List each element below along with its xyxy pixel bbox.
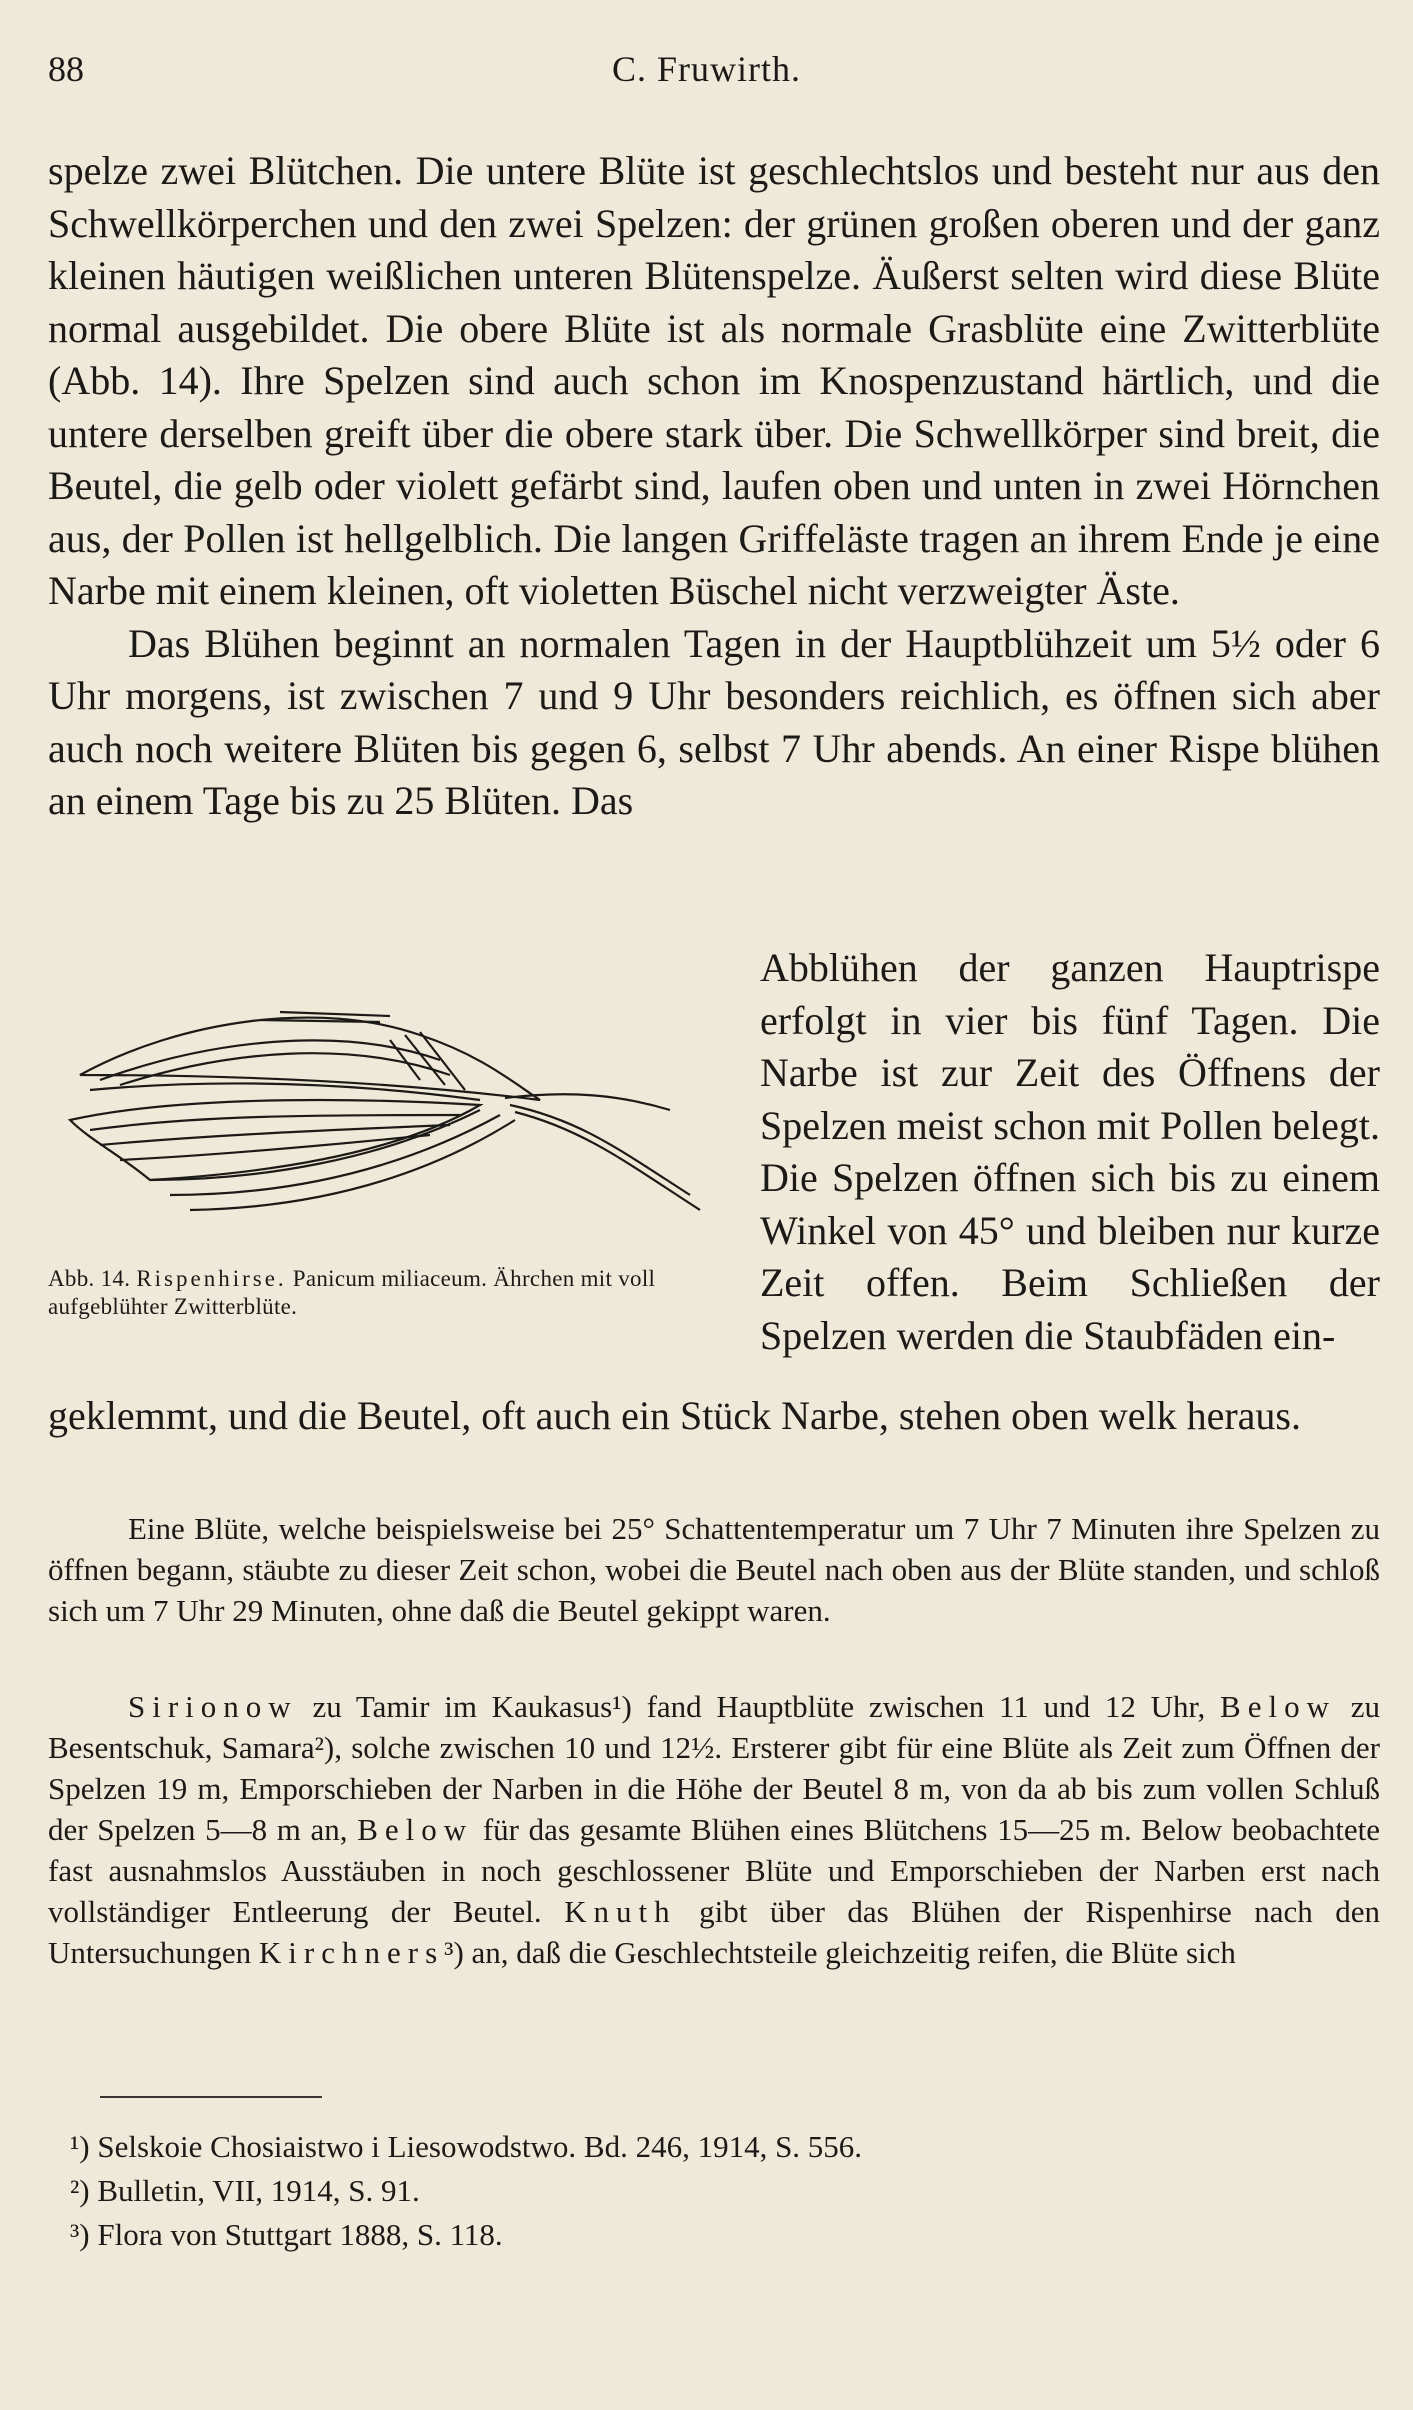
small-text-c: für das gesamte Blühen eines Blütchens 15—25 m. Below beobachtete fast ausnahmslos Ausstäuben in noch geschlossener Blüte und Emporschieben der Narben erst nach vollständiger Entleerung der Beutel.: [48, 1812, 1381, 1929]
footnote-2: ²) Bulletin, VII, 1914, S. 91.: [70, 2173, 420, 2208]
caption-text: Panicum miliaceum. Ährchen mit voll aufgeblühter Zwitterblüte.: [48, 1266, 656, 1319]
caption-label: Abb. 14.: [48, 1266, 131, 1291]
body-text-side: [760, 942, 1380, 1362]
author-below-2: Below: [357, 1812, 474, 1847]
body-text-top: [48, 145, 1380, 828]
small-text-2: [48, 1686, 1380, 1973]
small-text-a: zu Tamir im Kaukasus¹) fand Hauptblüte zwischen 11 und 12 Uhr,: [312, 1689, 1206, 1724]
paragraph-2: Das Blühen beginnt an normalen Tagen in der Hauptblühzeit um 5½ oder 6 Uhr morgens, ist zwischen 7 und 9 Uhr besonders reichlich, es öffnen sich aber auch noch weitere Blüten bis gegen 6, selbst 7 Uhr abends. An einer Rispe blühen an einem Tage bis zu 25 Blüten. Das: [48, 620, 1380, 823]
paragraph-1: spelze zwei Blütchen. Die untere Blüte ist geschlechtslos und besteht nur aus den Schwellkörperchen und den zwei Spelzen: der grünen großen oberen und der ganz kleinen häutigen weißlichen unteren Blütenspelze. Äußerst selten wird diese Blüte normal ausgebildet. Die obere Blüte ist als normale Grasblüte eine Zwitterblüte (Abb. 14). Ihre Spelzen sind auch schon im Knospenzustand härtlich, und die untere derselben greift über die obere stark über. Die Schwellkörper sind breit, die Beutel, die gelb oder violett gefärbt sind, laufen oben und unten in zwei Hörnchen aus, der Pollen ist hellgelblich. Die langen Griffeläste tragen an ihrem Ende je eine Narbe mit einem kleinen, oft violetten Büschel nicht verzweigter Äste.: [48, 148, 1380, 613]
small-paragraph-1: Eine Blüte, welche beispielsweise bei 25° Schattentemperatur um 7 Uhr 7 Minuten ihre Spelzen zu öffnen begann, stäubte zu dieser Zeit schon, wobei die Beutel nach oben aus der Blüte standen, und schloß sich um 7 Uhr 29 Minuten, ohne daß die Beutel gekippt waren.: [48, 1511, 1380, 1628]
small-text-e: ³) an, daß die Geschlechtsteile gleichzeitig reifen, die Blüte sich: [444, 1935, 1236, 1970]
page-header: [48, 48, 1365, 98]
paragraph-2-end: geklemmt, und die Beutel, oft auch ein Stück Narbe, stehen oben welk heraus.: [48, 1393, 1301, 1438]
body-text-continued: [48, 1390, 1380, 1443]
author-below: Below: [1220, 1689, 1336, 1724]
footnote-1: ¹) Selskoie Chosiaistwo i Liesowodstwo. Bd. 246, 1914, S. 556.: [70, 2129, 863, 2164]
footnote-3: ³) Flora von Stuttgart 1888, S. 118.: [70, 2217, 503, 2252]
small-text-1: [48, 1508, 1380, 1631]
author-kirchners: Kirchners: [258, 1935, 445, 1970]
caption-spaced-name: Rispenhirse.: [136, 1266, 287, 1291]
figure-caption: [48, 1265, 738, 1321]
small-text-b: zu Besentschuk, Samara²), solche zwischen 10 und 12½. Ersterer gibt für eine Blüte als Zeit zum Öffnen der Spelzen 19 m, Emporschieben der Narben in die Höhe der Beutel 8 m, von da ab bis zum vollen Schluß der Spelzen 5—8 m an,: [48, 1689, 1380, 1847]
footnotes: [70, 2125, 1320, 2257]
paragraph-2-side: Abblühen der ganzen Hauptrispe erfolgt in vier bis fünf Tagen. Die Narbe ist zur Zeit des Öffnens der Spelzen meist schon mit Pollen belegt. Die Spelzen öffnen sich bis zu einem Winkel von 45° und bleiben nur kurze Zeit offen. Beim Schließen der Spelzen werden die Staubfäden ein-: [760, 945, 1380, 1358]
page-number: 88: [48, 49, 84, 89]
author-knuth: Knuth: [564, 1894, 677, 1929]
small-text-d: gibt über das Blühen der Rispenhirse nach den Untersuchungen: [48, 1894, 1380, 1970]
small-paragraph-2: [48, 1686, 1380, 1973]
panicum-spikelet-illustration: [60, 980, 720, 1230]
running-title: C. Fruwirth.: [611, 49, 801, 89]
footnote-divider: [100, 2096, 322, 2098]
author-sirionow: Sirionow: [128, 1689, 298, 1724]
